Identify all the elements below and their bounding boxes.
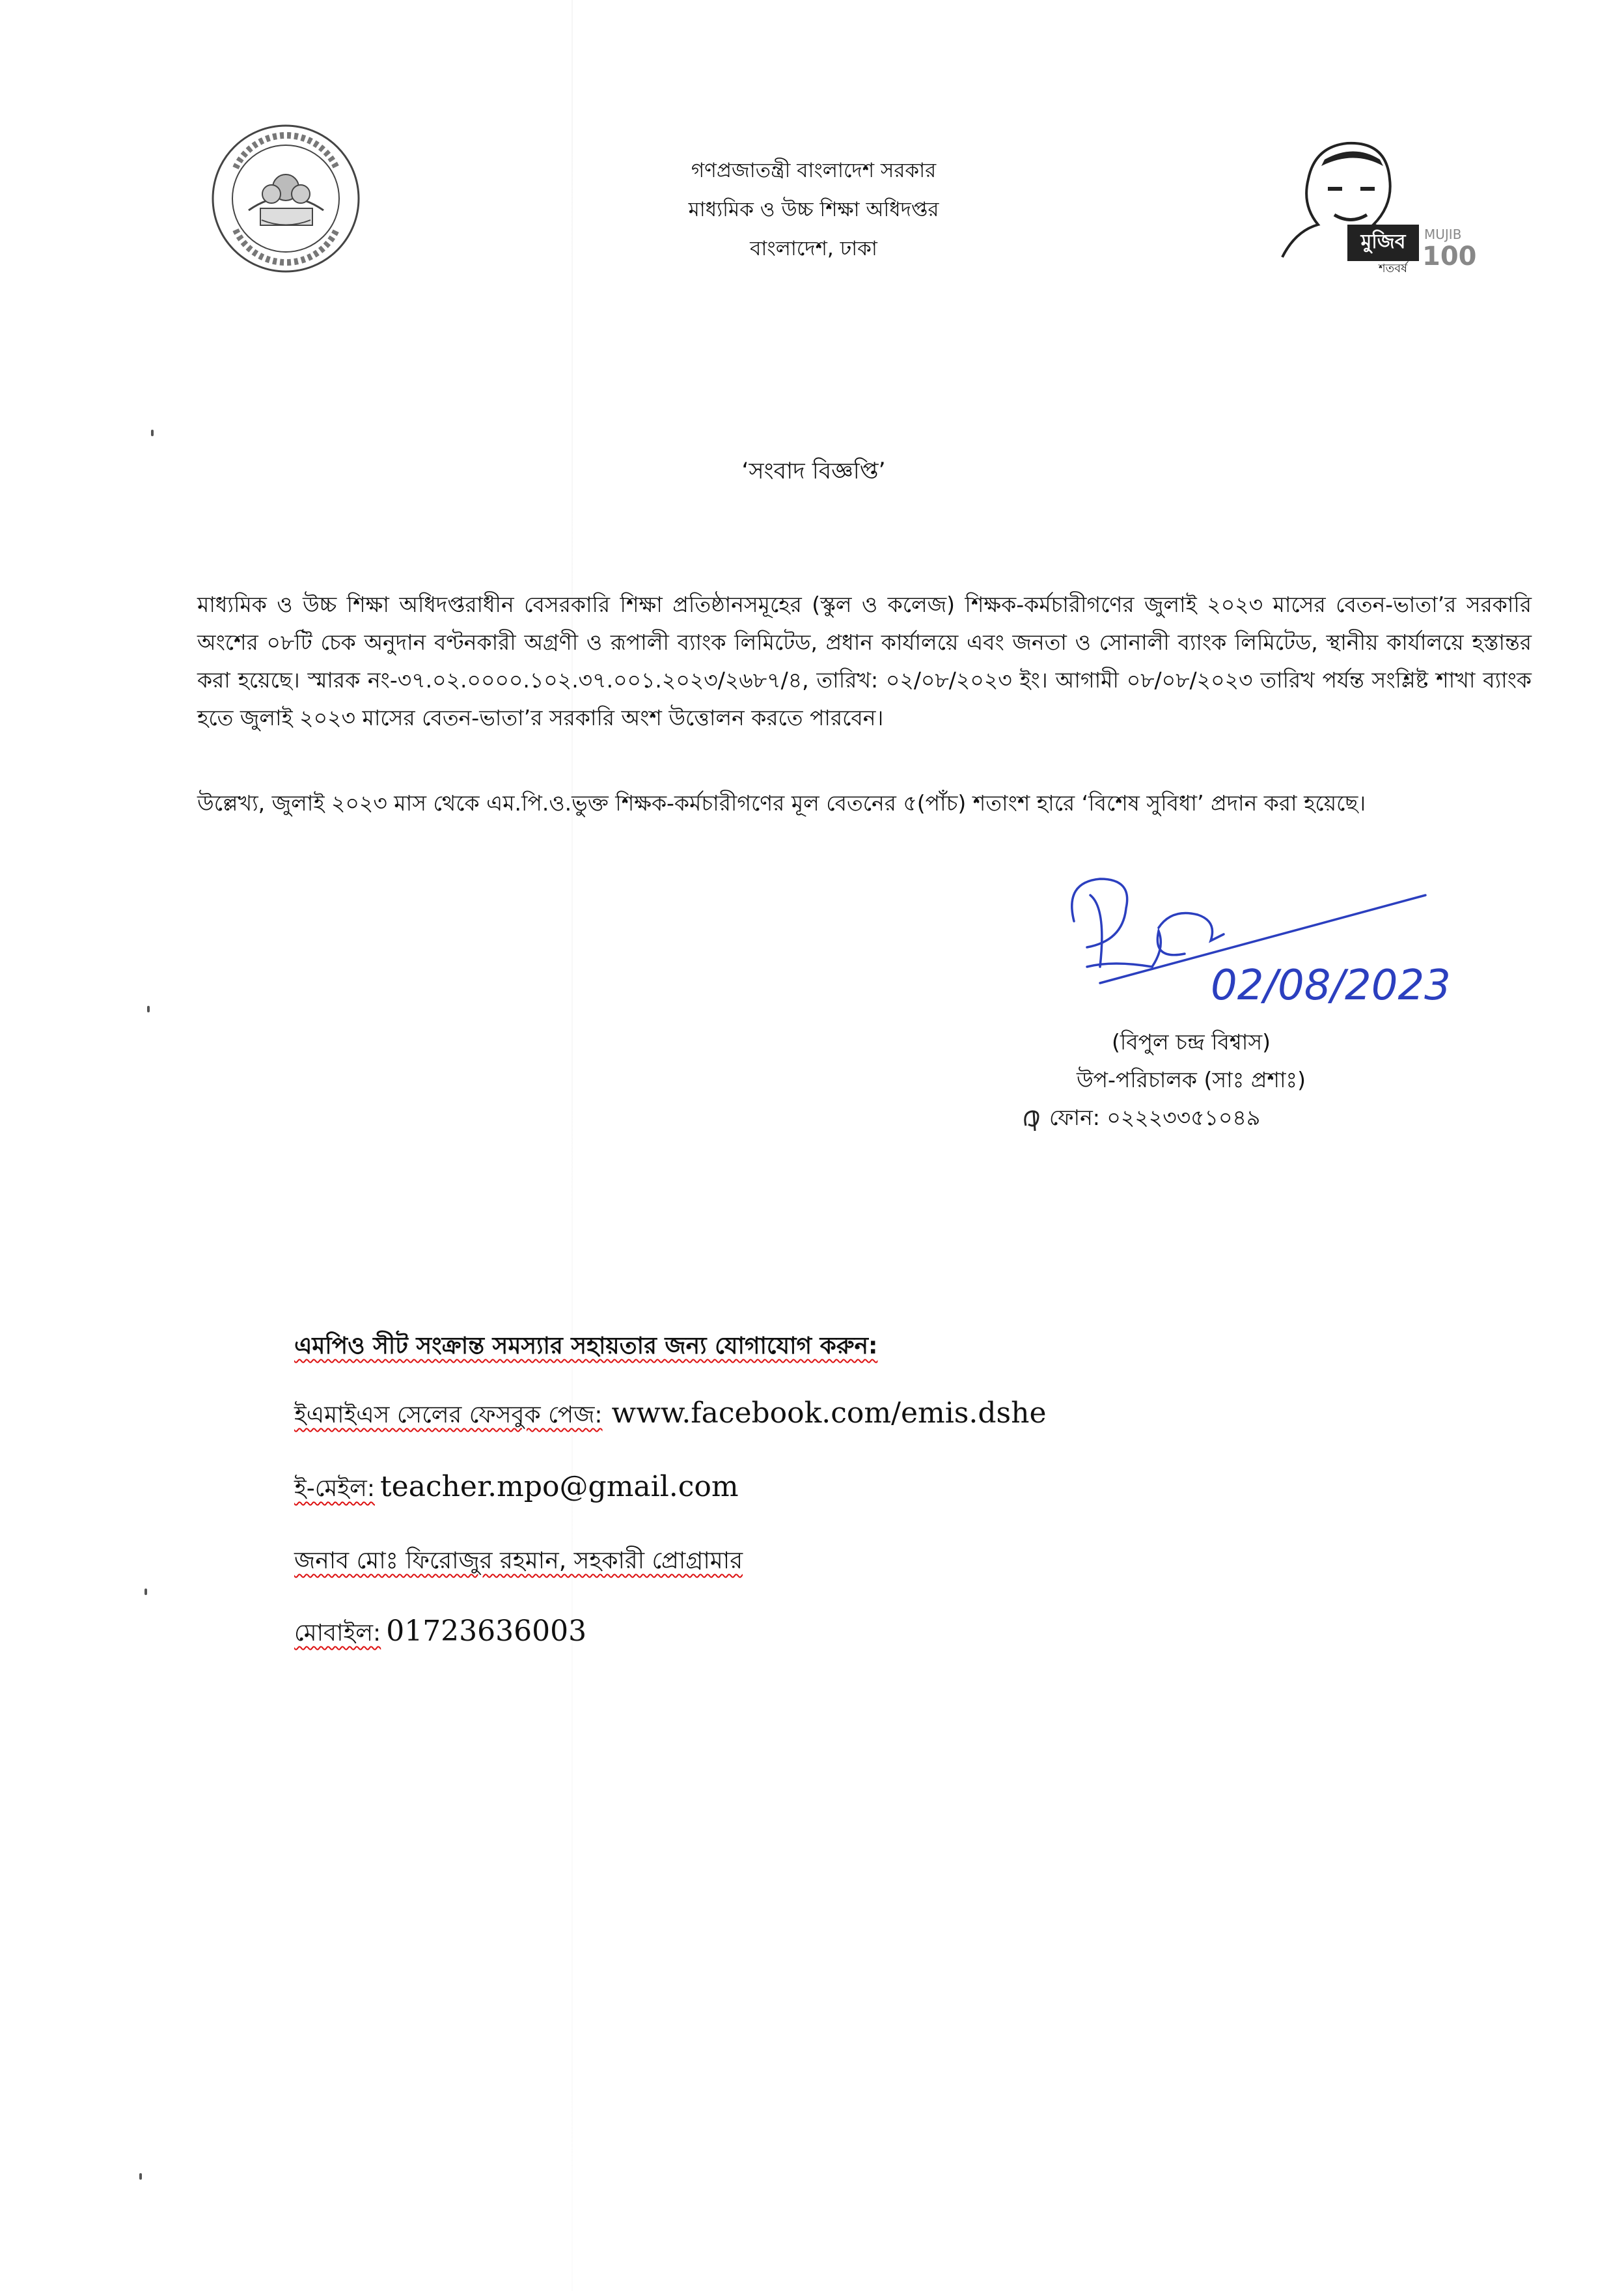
office-location: বাংলাদেশ, ঢাকা: [750, 237, 877, 260]
press-release-title: ‘সংবাদ বিজ্ঞপ্তি’: [741, 458, 886, 484]
signatory-phone-line: [1015, 1099, 1367, 1137]
contact-heading: এমপিও সীট সংক্রান্ত সমস্যার সহায়তার জন্য যোগাযোগ করুন:: [294, 1333, 878, 1359]
facebook-row: [294, 1396, 1047, 1436]
emblem-text-bn: মুজিব: [1360, 230, 1406, 253]
signatory-name: (বিপুল চন্দ্র বিশ্বাস): [1111, 1029, 1271, 1055]
email-label: ই-মেইল:: [294, 1475, 375, 1502]
contact-person: জনাব মোঃ ফিরোজুর রহমান, সহকারী প্রোগ্রামার: [294, 1548, 743, 1574]
emblem-subtext-bn: শতবর্ষ: [1378, 262, 1408, 275]
signatory-block: [1015, 1023, 1367, 1137]
emblem-text-en: MUJIB: [1424, 227, 1462, 242]
mujib-100-emblem: [1256, 127, 1478, 277]
signature-date: 02/08/2023: [1211, 962, 1451, 1010]
emblem-number: 100: [1422, 242, 1477, 271]
govt-name: গণপ্রজাতন্ত্রী বাংলাদেশ সরকার: [691, 159, 937, 182]
email-address: teacher.mpo@gmail.com: [380, 1470, 739, 1503]
seal-icon: [210, 122, 363, 275]
handwritten-signature: [1061, 869, 1452, 1032]
scan-speck: [139, 2173, 142, 2180]
scan-speck: [147, 1006, 150, 1012]
scan-fold-line: [571, 0, 573, 2291]
mobile-row: [294, 1615, 586, 1654]
department-name: মাধ্যমিক ও উচ্চ শিক্ষা অধিদপ্তর: [688, 198, 939, 221]
email-row: [294, 1470, 739, 1510]
note-paragraph: উল্লেখ্য, জুলাই ২০২৩ মাস থেকে এম.পি.ও.ভুক্ত শিক্ষক-কর্মচারীগণের মূল বেতনের ৫(পাঁচ) শতাংশ হারে ‘বিশেষ সুবিধা’ প্রদান করা হয়েছে।: [197, 790, 1366, 816]
mobile-number: 01723636003: [386, 1615, 587, 1648]
phone-number: ০২২২৩৩৫১০৪৯: [1107, 1105, 1261, 1130]
facebook-url: www.facebook.com/emis.dshe: [611, 1396, 1047, 1430]
scan-speck: [151, 430, 154, 436]
handwritten-initial-icon: [1019, 1106, 1045, 1132]
signatory-designation: উপ-পরিচালক (সাঃ প্রশাঃ): [1076, 1067, 1306, 1092]
body-paragraph: মাধ্যমিক ও উচ্চ শিক্ষা অধিদপ্তরাধীন বেসরকারি শিক্ষা প্রতিষ্ঠানসমূহের (স্কুল ও কলেজ) শিক্ষক-কর্মচারীগণের জুলাই ২০২৩ মাসের বেতন-ভাতা’র সরকারি অংশের ০৮টি চেক অনুদান বণ্টনকারী অগ্রণী ও রূপালী ব্যাংক লিমিটেড, প্রধান কার্যালয়ে এবং জনতা ও সোনালী ব্যাংক লিমিটেড, স্থানীয় কার্যালয়ে হস্তান্তর করা হয়েছে। স্মারক নং-৩৭.০২.০০০০.১০২.৩৭.০০১.২০২৩/২৬৮৭/৪, তারিখ: ০২/০৮/২০২৩ ইং। আগামী ০৮/০৮/২০২৩ তারিখ পর্যন্ত সংশ্লিষ্ট শাখা ব্যাংক হতে জুলাই ২০২৩ মাসের বেতন-ভাতা’র সরকারি অংশ উত্তোলন করতে পারবেন।: [197, 592, 1532, 730]
facebook-label: ইএমাইএস সেলের ফেসবুক পেজ:: [294, 1402, 603, 1428]
phone-label: ফোন:: [1049, 1105, 1100, 1130]
mobile-label: মোবাইল:: [294, 1620, 381, 1646]
scan-speck: [145, 1589, 147, 1595]
office-header: [612, 151, 1015, 268]
